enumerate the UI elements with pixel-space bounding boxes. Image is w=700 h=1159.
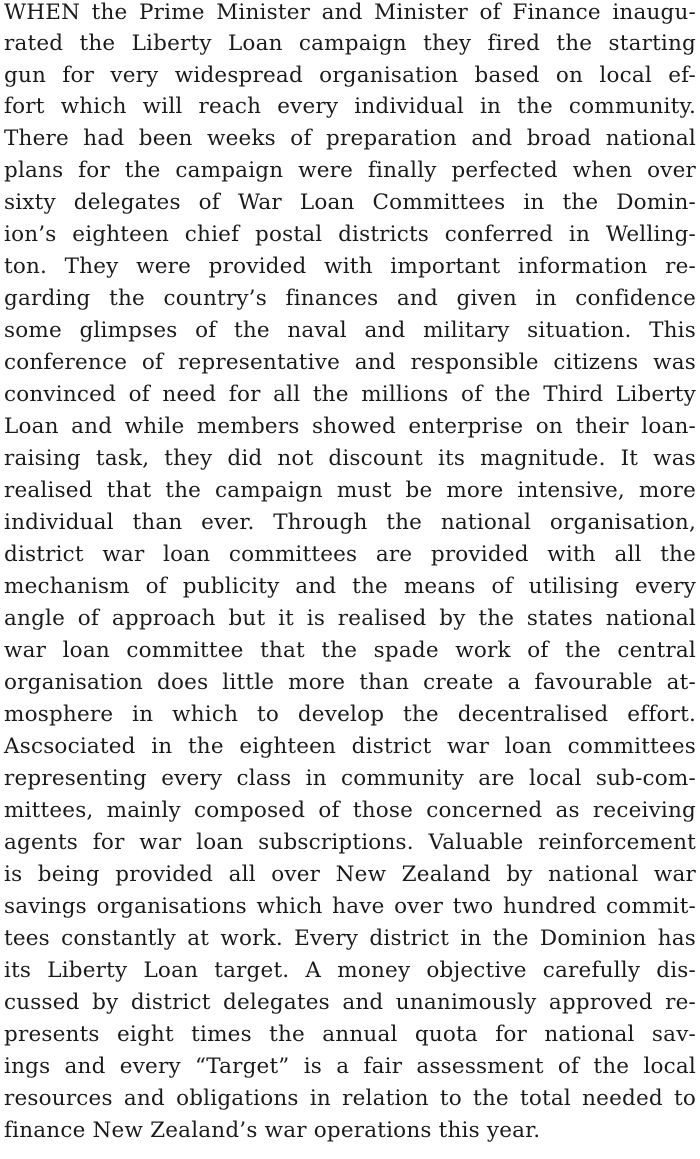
text-line: its Liberty Loan target. A money objective carefully dis- [4, 958, 696, 983]
text-line: sixty delegates of War Loan Committees in the Domin- [4, 190, 696, 215]
text-line: garding the country’s finances and given in confidence [4, 286, 696, 311]
text-line: mosphere in which to develop the decentralised effort. [4, 702, 696, 727]
text-line: ton. They were provided with important information re- [4, 254, 696, 279]
text-line: representing every class in community are local sub-com- [4, 766, 696, 791]
text-line: resources and obligations in relation to the total needed to [4, 1086, 696, 1111]
text-line: Ascsociated in the eighteen district war loan committees [4, 734, 696, 759]
text-line: plans for the campaign were finally perfected when over [4, 158, 696, 183]
text-line: war loan committee that the spade work of the central [4, 638, 696, 663]
text-line: some glimpses of the naval and military situation. This [4, 318, 696, 343]
text-line: mittees, mainly composed of those concerned as receiving [4, 798, 696, 823]
text-line: angle of approach but it is realised by the states national [4, 606, 696, 631]
text-line: mechanism of publicity and the means of utilising every [4, 574, 696, 599]
text-line: convinced of need for all the millions of the Third Liberty [4, 382, 696, 407]
text-line: presents eight times the annual quota for national sav- [4, 1022, 696, 1047]
text-line: conference of representative and responsible citizens was [4, 350, 696, 375]
text-line: WHEN the Prime Minister and Minister of Finance inaugu- [4, 0, 696, 25]
text-line: raising task, they did not discount its magnitude. It was [4, 446, 696, 471]
text-line: ion’s eighteen chief postal districts conferred in Welling- [4, 222, 696, 247]
text-line: rated the Liberty Loan campaign they fired the starting [4, 31, 696, 56]
text-line: finance New Zealand’s war operations this year. [4, 1118, 541, 1143]
text-line: Loan and while members showed enterprise on their loan- [4, 414, 696, 439]
text-line: organisation does little more than create a favourable at- [4, 670, 696, 695]
text-line: individual than ever. Through the national organisation, [4, 510, 696, 535]
text-line: agents for war loan subscriptions. Valuable reinforcement [4, 830, 696, 855]
text-line: There had been weeks of preparation and broad national [4, 126, 696, 151]
text-line: tees constantly at work. Every district in the Dominion has [4, 926, 696, 951]
text-line: ings and every “Target” is a fair assessment of the local [4, 1054, 696, 1079]
text-line: district war loan committees are provided with all the [4, 542, 696, 567]
text-line: is being provided all over New Zealand by national war [4, 862, 696, 887]
text-line: savings organisations which have over two hundred commit- [4, 894, 696, 919]
text-line: realised that the campaign must be more intensive, more [4, 478, 696, 503]
text-line: cussed by district delegates and unanimously approved re- [4, 990, 696, 1015]
text-line: fort which will reach every individual in the community. [4, 94, 696, 119]
text-line: gun for very widespread organisation based on local ef- [4, 63, 696, 88]
